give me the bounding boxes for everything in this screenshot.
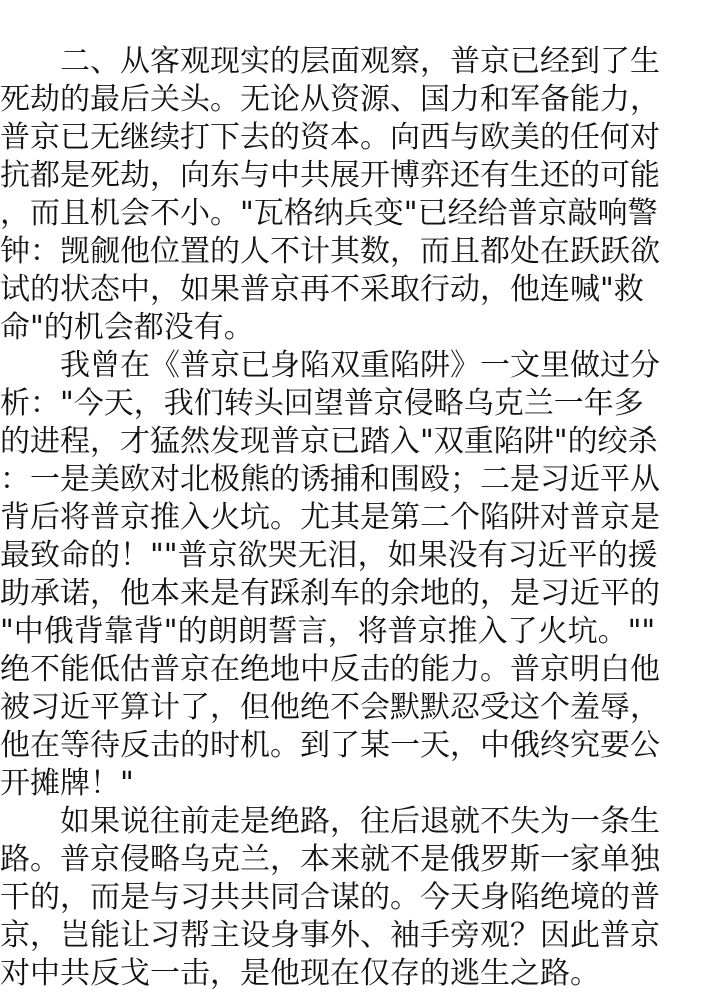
text-line: ，而且机会不小。"瓦格纳兵变"已经给普京敲响警: [0, 196, 658, 231]
text-line: 死劫的最后关头。无论从资源、国力和军备能力，: [0, 82, 660, 117]
text-line: 析："今天，我们转头回望普京侵略乌克兰一年多: [0, 386, 644, 421]
text-line: 路。普京侵略乌克兰，本来就不是俄罗斯一家单独: [0, 842, 660, 877]
text-line: ：一是美欧对北极熊的诱捕和围殴；二是习近平从: [0, 462, 660, 497]
text-line: 如果说往前走是绝路，往后退就不失为一条生: [0, 804, 660, 839]
text-line: "中俄背靠背"的朗朗誓言，将普京推入了火坑。"": [0, 614, 656, 649]
text-line: 京，岂能让习帮主设身事外、袖手旁观？因此普京: [0, 918, 660, 953]
text-line: 被习近平算计了，但他绝不会默默忍受这个羞辱，: [0, 690, 660, 725]
text-line: 绝不能低估普京在绝地中反击的能力。普京明白他: [0, 652, 660, 687]
text-line: 命"的机会都没有。: [0, 310, 254, 345]
text-line: 抗都是死劫，向东与中共展开博弈还有生还的可能: [0, 158, 660, 193]
text-line: 钟：觊觎他位置的人不计其数，而且都处在跃跃欲: [0, 234, 660, 269]
text-line: 普京已无继续打下去的资本。向西与欧美的任何对: [0, 120, 660, 155]
text-line: 对中共反戈一击，是他现在仅存的逃生之路。: [0, 956, 600, 991]
text-line: 试的状态中，如果普京再不采取行动，他连喊"救: [0, 272, 644, 307]
text-line: 我曾在《普京已身陷双重陷阱》一文里做过分: [0, 348, 660, 383]
text-line: 最致命的！""普京欲哭无泪，如果没有习近平的援: [0, 538, 658, 573]
text-line: 干的，而是与习共共同合谋的。今天身陷绝境的普: [0, 880, 660, 915]
text-line: 的进程，才猛然发现普京已踏入"双重陷阱"的绞杀: [0, 424, 658, 459]
text-line: 开摊牌！": [0, 766, 134, 801]
text-line: 二、从客观现实的层面观察，普京已经到了生: [0, 44, 660, 79]
text-line: 背后将普京推入火坑。尤其是第二个陷阱对普京是: [0, 500, 660, 535]
text-line: 助承诺，他本来是有踩刹车的余地的，是习近平的: [0, 576, 660, 611]
text-line: 他在等待反击的时机。到了某一天，中俄终究要公: [0, 728, 660, 763]
